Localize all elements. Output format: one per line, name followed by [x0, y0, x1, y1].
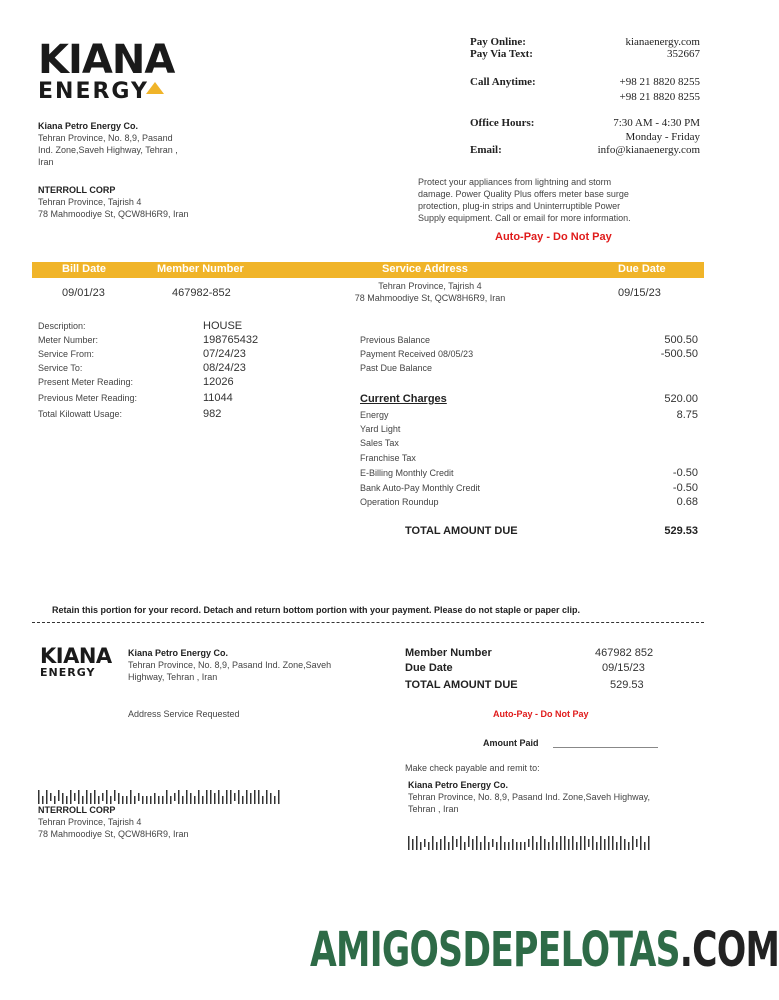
charge-row: Franchise Tax	[360, 453, 416, 463]
stub-customer-addr-line: Tehran Province, Tajrish 4	[38, 817, 142, 827]
promo-line: Protect your appliances from lightning and storm	[418, 177, 612, 187]
logo-line2: ENERGY	[38, 79, 149, 104]
stub-member-value: 467982 852	[595, 647, 654, 659]
service-address	[330, 280, 530, 304]
email-link[interactable]: info@kianaenergy.com	[597, 144, 700, 156]
balance-section	[360, 334, 698, 376]
hours-label: Office Hours:	[470, 117, 535, 129]
customer-addr-line: 78 Mahmoodiye St, QCW8H6R9, Iran	[38, 209, 189, 219]
pay-online-label: Pay Online:	[470, 36, 526, 48]
bill-header-bar	[32, 262, 704, 278]
balance-row: Past Due Balance	[360, 363, 433, 373]
service-addr-line: 78 Mahmoodiye St, QCW8H6R9, Iran	[354, 293, 506, 303]
stub-member-label: Member Number	[405, 647, 492, 659]
detail-row: Previous Meter Reading: 11044	[38, 392, 233, 404]
email-label: Email:	[470, 144, 502, 156]
pay-text-label: Pay Via Text:	[470, 48, 533, 60]
service-address-header: Service Address	[382, 263, 468, 275]
charge-row: Bank Auto-Pay Monthly Credit -0.50	[360, 482, 698, 494]
hours-value: 7:30 AM - 4:30 PM	[613, 117, 700, 129]
current-charges-header	[360, 393, 698, 409]
balance-row: Payment Received 08/05/23 -500.50	[360, 348, 698, 360]
retain-note: Retain this portion for your record. Detach and return bottom portion with your payment. Please do not staple or paper clip.	[52, 605, 581, 615]
customer-barcode-icon	[38, 790, 283, 804]
watermark-green: AMIGOSDEPELOTAS	[310, 922, 680, 978]
charge-row: Operation Roundup 0.68	[360, 496, 698, 508]
address-service-requested: Address Service Requested	[128, 709, 240, 719]
customer-addr-line: Tehran Province, Tajrish 4	[38, 197, 142, 207]
stub-total-value: 529.53	[610, 679, 644, 691]
current-charges-title: Current Charges	[360, 393, 447, 405]
remit-addr-line: Tehran , Iran	[408, 804, 459, 814]
watermark-dark: .COM	[679, 922, 779, 978]
usage-details	[38, 320, 298, 424]
watermark	[310, 922, 779, 978]
member-number: 467982-852	[172, 287, 231, 299]
bill-date: 09/01/23	[62, 287, 105, 299]
detail-row: Service From: 07/24/23	[38, 348, 246, 360]
company-addr-line: Iran	[38, 157, 54, 167]
stub-customer-addr-line: 78 Mahmoodiye St, QCW8H6R9, Iran	[38, 829, 189, 839]
charge-row: E-Billing Monthly Credit -0.50	[360, 467, 698, 479]
promo-line: Supply equipment. Call or email for more information.	[418, 213, 631, 223]
member-number-header: Member Number	[157, 263, 244, 275]
stub-total-label: TOTAL AMOUNT DUE	[405, 679, 518, 691]
service-addr-line: Tehran Province, Tajrish 4	[378, 281, 482, 291]
company-address	[38, 120, 178, 168]
call-value: +98 21 8820 8255	[619, 91, 700, 103]
customer-name: NTERROLL CORP	[38, 185, 116, 195]
company-addr-line: Tehran Province, No. 8,9, Pasand	[38, 133, 173, 143]
promo-text	[418, 176, 708, 224]
stub-customer-name: NTERROLL CORP	[38, 805, 116, 815]
stub-logo	[40, 646, 112, 679]
tear-line	[32, 622, 704, 623]
stub-due-label: Due Date	[405, 662, 453, 674]
current-charges-total: 520.00	[664, 393, 698, 405]
company-name: Kiana Petro Energy Co.	[38, 121, 139, 131]
charge-row: Energy 8.75	[360, 409, 698, 421]
company-addr-line: Ind. Zone,Saveh Highway, Tehran ,	[38, 145, 178, 155]
remit-address	[408, 779, 708, 815]
detail-row: Service To: 08/24/23	[38, 362, 246, 374]
detail-row: Description: HOUSE	[38, 320, 243, 332]
customer-address	[38, 184, 189, 220]
stub-company-addr-line: Highway, Tehran , Iran	[128, 672, 218, 682]
autopay-notice: Auto-Pay - Do Not Pay	[495, 231, 612, 243]
promo-line: protection, plug-in strips and Uninterruptible Power	[418, 201, 621, 211]
call-label: Call Anytime:	[470, 76, 536, 88]
total-due-label: TOTAL AMOUNT DUE	[405, 525, 518, 537]
pay-text-value: 352667	[667, 48, 700, 60]
stub-company-name: Kiana Petro Energy Co.	[128, 648, 229, 658]
stub-due-value: 09/15/23	[602, 662, 645, 674]
charge-row: Yard Light	[360, 424, 401, 434]
due-date-header: Due Date	[618, 263, 666, 275]
stub-autopay-notice: Auto-Pay - Do Not Pay	[493, 709, 589, 719]
remit-name: Kiana Petro Energy Co.	[408, 780, 509, 790]
payable-note: Make check payable and remit to:	[405, 763, 540, 773]
company-logo	[38, 37, 175, 104]
stub-logo-line2: ENERGY	[40, 666, 96, 679]
contact-block	[470, 36, 700, 161]
pay-online-link[interactable]: kianaenergy.com	[625, 36, 700, 48]
bill-date-header: Bill Date	[62, 263, 107, 275]
logo-line1: KIANA	[38, 37, 175, 83]
current-charges	[360, 393, 698, 510]
promo-line: damage. Power Quality Plus offers meter base surge	[418, 189, 629, 199]
remit-addr-line: Tehran Province, No. 8,9, Pasand Ind. Zone,Saveh Highway,	[408, 792, 650, 802]
amount-paid-field[interactable]	[553, 747, 658, 748]
stub-company-addr-line: Tehran Province, No. 8,9, Pasand Ind. Zone,Saveh	[128, 660, 332, 670]
stub-logo-line1: KIANA	[40, 644, 112, 668]
detail-row: Present Meter Reading: 12026	[38, 376, 234, 388]
stub-customer-address	[38, 804, 189, 840]
hours-days: Monday - Friday	[625, 131, 700, 143]
total-due-value: 529.53	[664, 525, 698, 537]
call-value: +98 21 8820 8255	[619, 76, 700, 88]
amount-paid-label: Amount Paid	[483, 738, 539, 748]
charge-row: Sales Tax	[360, 438, 399, 448]
due-date: 09/15/23	[618, 287, 661, 299]
stub-company-address	[128, 647, 378, 683]
remit-barcode-icon	[408, 836, 653, 850]
balance-row: Previous Balance 500.50	[360, 334, 698, 346]
detail-row: Total Kilowatt Usage: 982	[38, 408, 222, 420]
logo-triangle-icon	[146, 82, 164, 94]
detail-row: Meter Number: 198765432	[38, 334, 259, 346]
